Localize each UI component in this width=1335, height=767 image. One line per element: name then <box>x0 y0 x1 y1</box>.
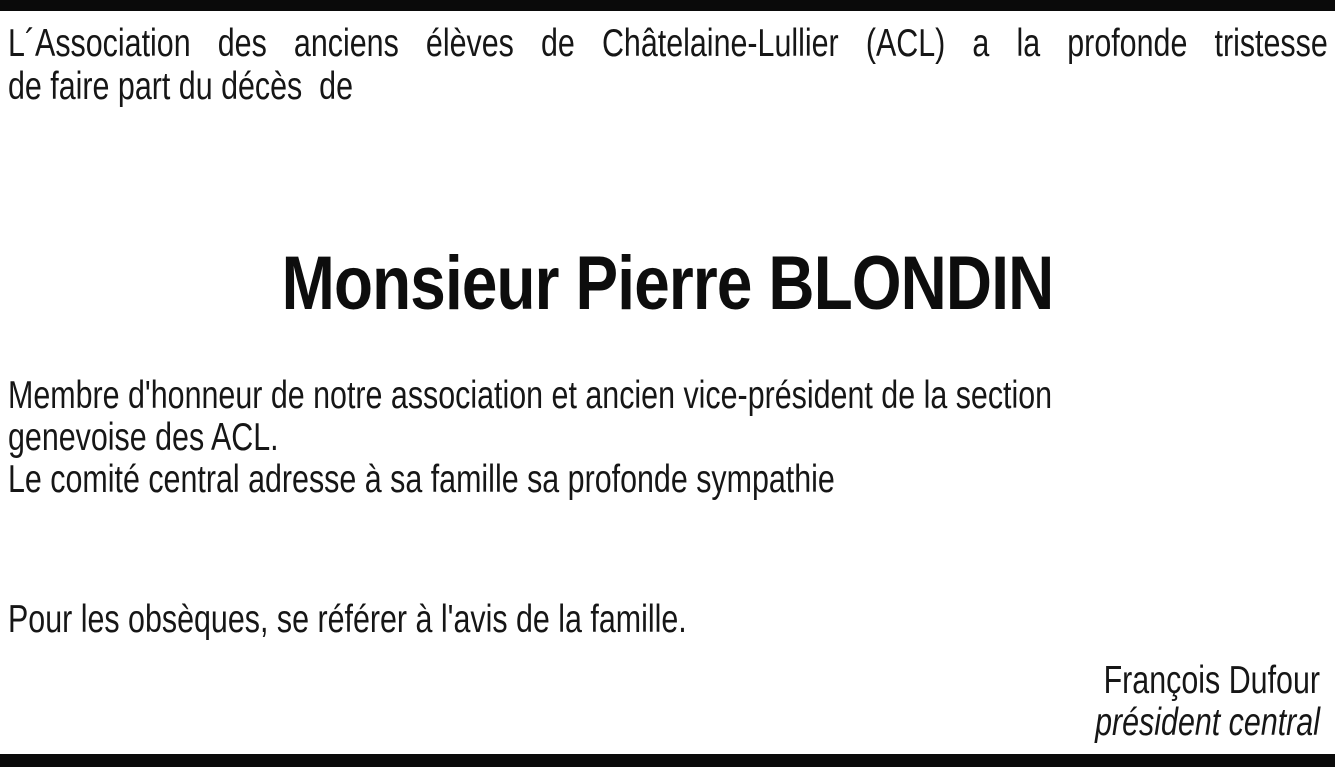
signature-block <box>774 660 1320 744</box>
funeral-note: Pour les obsèques, se référer à l'avis de la famille. <box>8 598 687 641</box>
body-line-1: Membre d'honneur de notre association et ancien vice-président de la section <box>8 374 1053 417</box>
signature-name: François Dufour <box>1103 659 1320 702</box>
body-line-3: Le comité central adresse à sa famille sa profonde sympathie <box>8 458 835 501</box>
body-line-2: genevoise des ACL. <box>8 416 279 459</box>
intro-line-1: L´Association des anciens élèves de Châtelaine-Lullier (ACL) a la profonde tristesse <box>8 22 1328 65</box>
top-rule <box>0 0 1335 11</box>
deceased-name-title: Monsieur Pierre BLONDIN <box>281 241 1054 326</box>
intro-paragraph <box>8 22 1328 108</box>
bottom-rule <box>0 754 1335 767</box>
signature-title: président central <box>1095 701 1320 744</box>
body-paragraph <box>8 375 1328 501</box>
intro-line-2: de faire part du décès de <box>8 65 353 108</box>
